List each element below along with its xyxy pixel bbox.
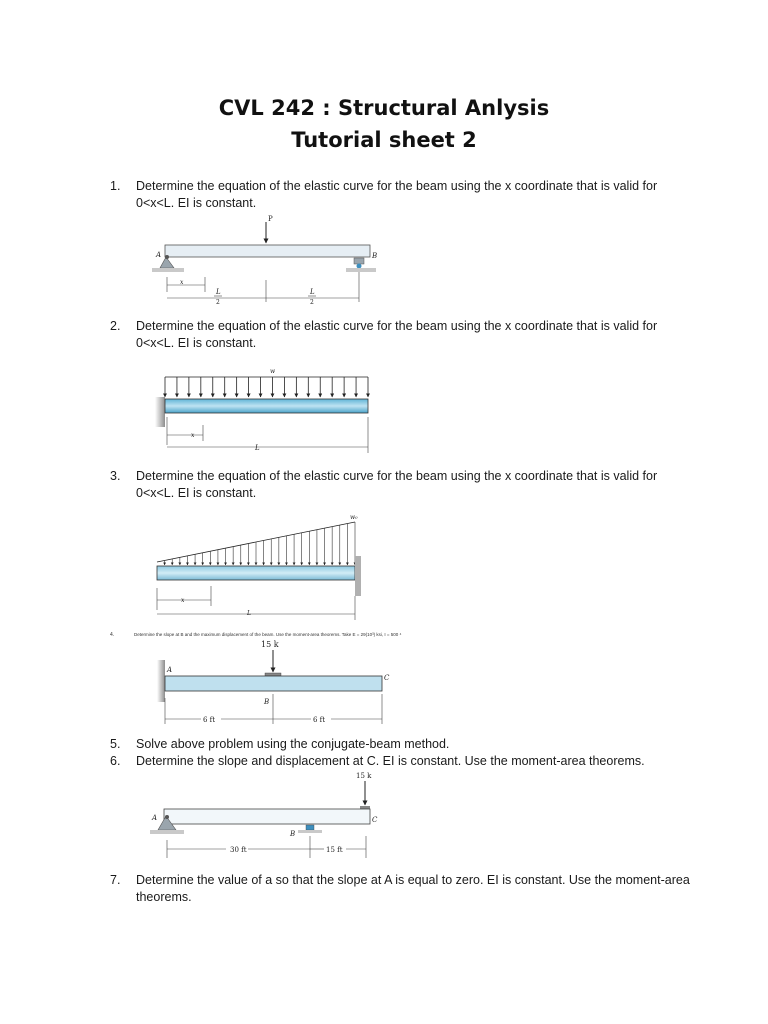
- dim-1: 30 ft: [230, 846, 247, 854]
- point-c-label: C: [384, 674, 390, 682]
- point-b-label: B: [290, 830, 296, 838]
- fixed-wall: [157, 660, 165, 702]
- load-label: w: [270, 368, 276, 375]
- question-text: Determine the slope and displacement at C. EI is constant. Use the moment-area theorems.: [136, 754, 645, 768]
- question-number: 3.: [110, 469, 121, 483]
- load-label: w₀: [350, 514, 358, 521]
- x-label: x: [180, 279, 184, 286]
- svg-text:2: 2: [310, 299, 314, 306]
- x-label: x: [181, 597, 185, 604]
- triangular-load-arrows: [165, 522, 355, 565]
- support-b-label: B: [372, 252, 378, 260]
- figure-4-cantilever-point-load: [155, 638, 405, 728]
- question-text: Determine the slope at B and the maximum displacement of the beam. Use the moment-area theorems. Take E = 29(10³) ksi, I = 500 ⁴: [134, 632, 402, 637]
- point-c-label: C: [372, 816, 378, 824]
- point-a-label: A: [167, 666, 173, 674]
- dim-2: 15 ft: [326, 846, 343, 854]
- span-label: L: [255, 444, 260, 452]
- beam: [165, 676, 382, 691]
- question-text: Determine the equation of the elastic curve for the beam using the x coordinate that is valid for 0<x<L. EI is constant.: [136, 179, 658, 210]
- question-number: 4.: [110, 632, 115, 638]
- support-a-label: A: [156, 251, 162, 259]
- span-label: L: [247, 610, 251, 617]
- question-number: 5.: [110, 737, 121, 751]
- fixed-wall: [355, 556, 361, 596]
- figure-6-overhang-beam: [148, 768, 388, 860]
- page-title: CVL 242 : Structural Anlysis: [218, 96, 550, 120]
- beam: [157, 566, 355, 580]
- question-number: 2.: [110, 319, 121, 333]
- load-label: 15 k: [261, 640, 279, 649]
- page-subtitle: Tutorial sheet 2: [291, 128, 477, 152]
- point-a-label: A: [152, 814, 158, 822]
- question-text: Solve above problem using the conjugate-beam method.: [136, 737, 450, 751]
- dim-1: 6 ft: [203, 716, 216, 724]
- figure-1-simply-supported-beam: [150, 210, 390, 315]
- question-number: 7.: [110, 873, 121, 887]
- figure-2-cantilever-udl: [155, 365, 385, 460]
- distributed-load-arrows: [165, 377, 368, 397]
- svg-text:2: 2: [216, 299, 220, 306]
- x-label: x: [191, 432, 195, 439]
- fixed-wall: [155, 397, 165, 427]
- question-number: 1.: [110, 179, 121, 193]
- beam: [164, 809, 370, 824]
- question-text: Determine the value of a so that the slope at A is equal to zero. EI is constant. Use the moment-area theorems.: [136, 873, 690, 904]
- dim-half-1: L: [216, 288, 221, 296]
- question-text: Determine the equation of the elastic curve for the beam using the x coordinate that is valid for 0<x<L. EI is constant.: [136, 469, 658, 500]
- figure-3-triangular-load: [155, 512, 370, 622]
- question-text: Determine the equation of the elastic curve for the beam using the x coordinate that is valid for 0<x<L. EI is constant.: [136, 319, 658, 350]
- question-number: 6.: [110, 754, 121, 768]
- beam: [165, 399, 368, 413]
- load-label: 15 k: [356, 772, 372, 780]
- beam: [165, 245, 370, 257]
- roller-support: [354, 258, 364, 264]
- ground-hatch: [152, 268, 184, 272]
- load-label: P: [268, 215, 273, 223]
- dim-2: 6 ft: [313, 716, 326, 724]
- roller-support: [306, 825, 314, 830]
- point-b-label: B: [264, 698, 270, 706]
- dim-half-2: L: [310, 288, 315, 296]
